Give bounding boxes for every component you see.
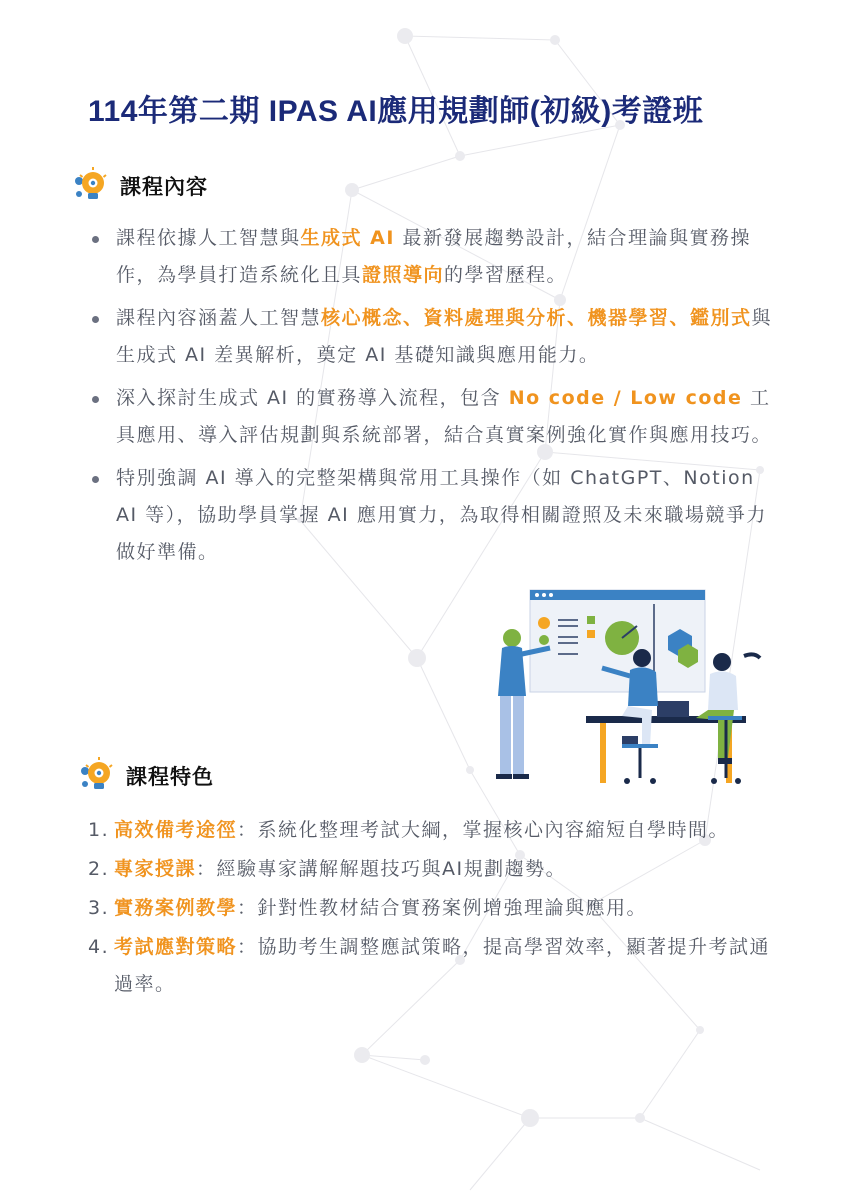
item-number: 4. — [88, 936, 110, 958]
feature-text: ：協助考生調整應試策略，提高學習效率，顯著提升考試通過率。 — [114, 936, 771, 995]
page-title: 114年第二期 IPAS AI應用規劃師(初級)考證班 — [88, 95, 704, 128]
feature-highlight: 高效備考途徑 — [114, 819, 238, 841]
feature-highlight: 專家授課 — [114, 858, 197, 880]
bullet-highlight: No code / Low code — [508, 387, 743, 409]
bullet-highlight: 證照導向 — [362, 264, 445, 286]
item-number: 1. — [88, 819, 110, 841]
lightbulb-gear-icon — [70, 166, 110, 206]
course-features-list — [88, 812, 783, 1005]
list-item — [90, 460, 780, 571]
section-heading: 課程內容 — [120, 175, 208, 199]
feature-text: ：針對性教材結合實務案例增強理論與應用。 — [237, 897, 648, 919]
list-item — [90, 380, 780, 454]
section-heading: 課程特色 — [126, 765, 214, 789]
course-content-list — [90, 220, 780, 577]
list-item — [88, 890, 783, 927]
list-item — [88, 812, 783, 849]
feature-text: ：經驗專家講解解題技巧與AI規劃趨勢。 — [196, 858, 567, 880]
bullet-text: 最新發展趨勢設計，結合理論與實務操作，為學員打造系統化且具 — [116, 227, 751, 286]
lightbulb-gear-icon — [76, 756, 116, 796]
bullet-text: 與生成式 AI 差異解析，奠定 AI 基礎知識與應用能力。 — [116, 307, 773, 366]
list-item — [88, 851, 783, 888]
section-features-header — [76, 756, 214, 796]
section-course-content-header — [70, 166, 208, 206]
feature-highlight: 實務案例教學 — [114, 897, 238, 919]
bullet-highlight: 生成式 AI — [300, 227, 395, 249]
feature-highlight: 考試應對策略 — [114, 936, 238, 958]
bullet-text: 工具應用、導入評估規劃與系統部署，結合真實案例強化實作與應用技巧。 — [116, 387, 773, 446]
list-item — [88, 929, 783, 1003]
team-presentation-illustration — [482, 586, 772, 791]
bullet-text: 特別強調 AI 導入的完整架構與常用工具操作（如 ChatGPT、Notion AI 等），協助學員掌握 AI 應用實力，為取得相關證照及未來職場競爭力做好準備。 — [116, 467, 767, 563]
item-number: 2. — [88, 858, 110, 880]
feature-text: ：系統化整理考試大綱，掌握核心內容縮短自學時間。 — [237, 819, 730, 841]
bullet-text: 深入探討生成式 AI 的實務導入流程，包含 — [116, 387, 509, 409]
item-number: 3. — [88, 897, 110, 919]
bullet-text: 課程內容涵蓋人工智慧 — [116, 307, 322, 329]
bullet-highlight: 核心概念、資料處理與分析、機器學習、鑑別式 — [321, 307, 752, 329]
bullet-text: 的學習歷程。 — [444, 264, 568, 286]
list-item — [90, 220, 780, 294]
list-item — [90, 300, 780, 374]
bullet-text: 課程依據人工智慧與 — [116, 227, 301, 249]
